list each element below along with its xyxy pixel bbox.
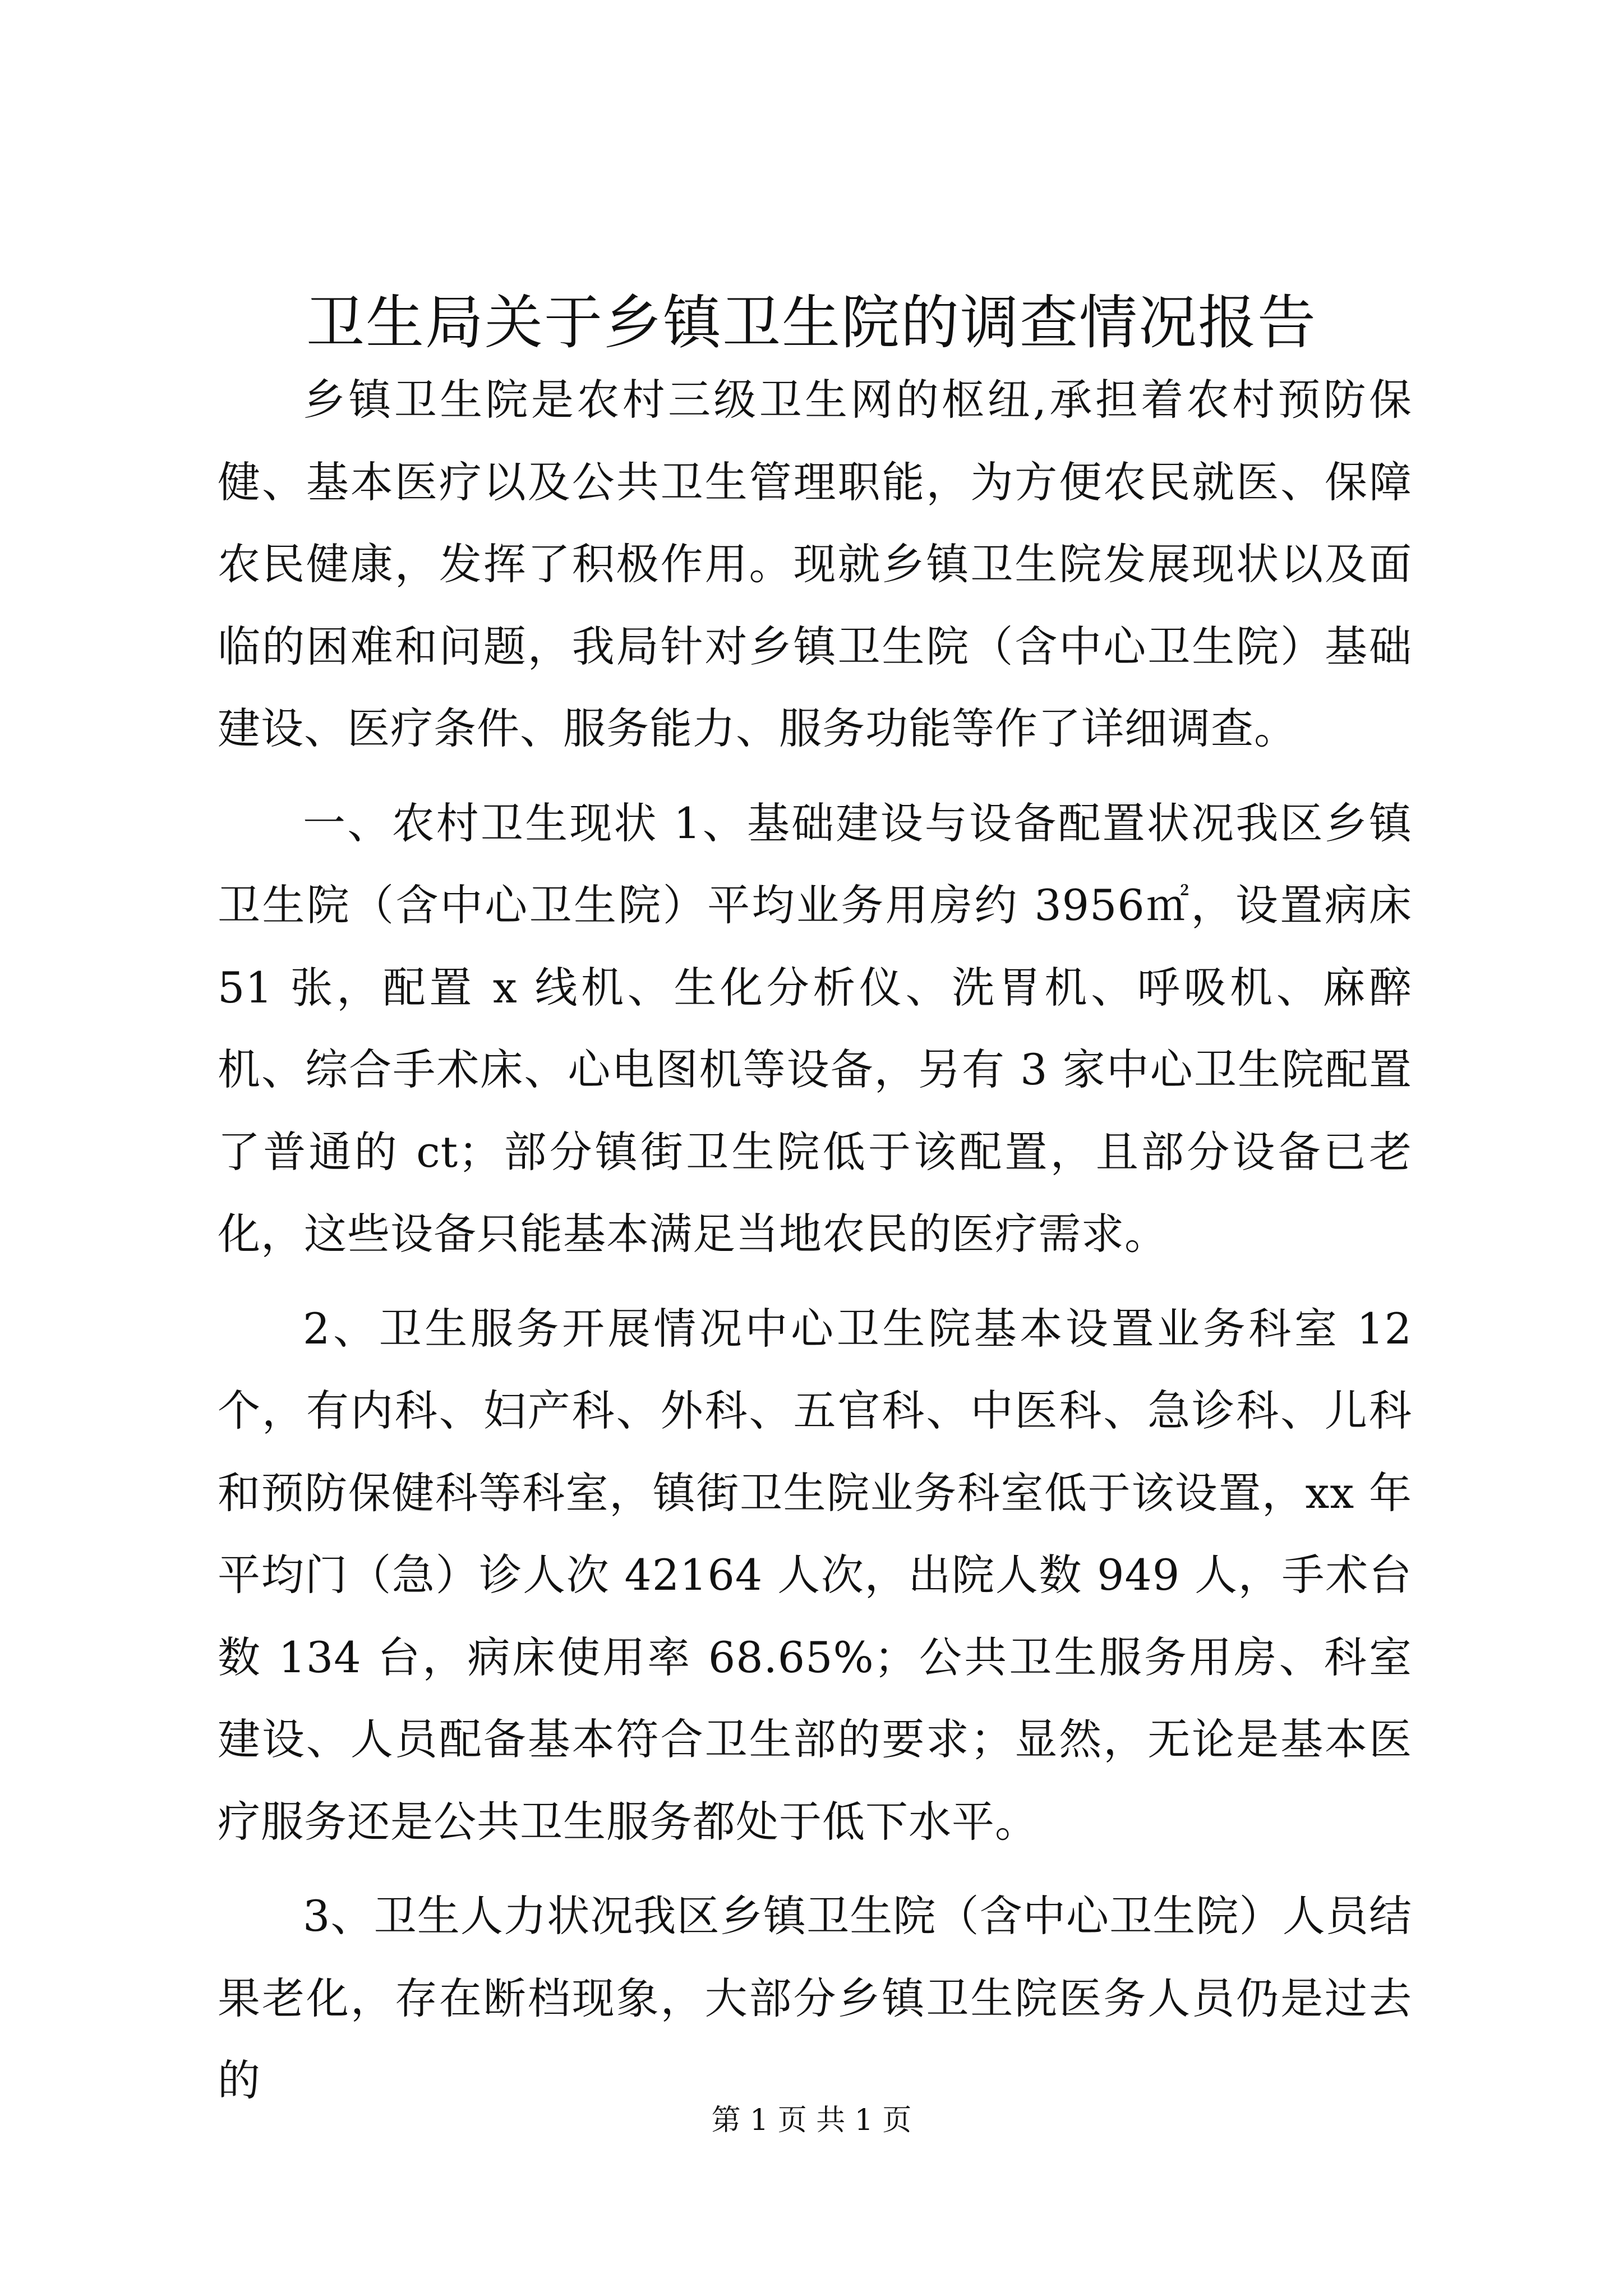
document-title: 卫生局关于乡镇卫生院的调查情况报告 xyxy=(306,288,1317,357)
document-body xyxy=(218,359,1412,2122)
paragraph-section-1: 一、农村卫生现状 1、基础建设与设备配置状况我区乡镇卫生院（含中心卫生院）平均业务用房约 3956㎡，设置病床 51 张，配置 x 线机、生化分析仪、洗胃机、呼吸机、麻醉机、综合手术床、心电图机等设备，另有 3 家中心卫生院配置了普通的 ct；部分镇街卫生院低于该配置，且部分设备已老化，这些设备只能基本满足当地农民的医疗需求。 xyxy=(218,798,1412,1259)
paragraph-section-2: 2、卫生服务开展情况中心卫生院基本设置业务科室 12 个，有内科、妇产科、外科、五官科、中医科、急诊科、儿科和预防保健科等科室，镇街卫生院业务科室低于该设置，xx 年平均门（急）诊人次 42164 人次，出院人数 949 人，手术台数 134 台，病床使用率 68.65%；公共卫生服务用房、科室建设、人员配备基本符合卫生部的要求；显然，无论是基本医疗服务还是公共卫生服务都处于低下水平。 xyxy=(218,1303,1412,1847)
paragraph-intro: 乡镇卫生院是农村三级卫生网的枢纽,承担着农村预防保健、基本医疗以及公共卫生管理职能，为方便农民就医、保障农民健康，发挥了积极作用。现就乡镇卫生院发展现状以及面临的困难和问题，我局针对乡镇卫生院（含中心卫生院）基础建设、医疗条件、服务能力、服务功能等作了详细调查。 xyxy=(218,375,1412,753)
page-footer: 第 1 页 共 1 页 xyxy=(711,2104,912,2137)
paragraph-section-3: 3、卫生人力状况我区乡镇卫生院（含中心卫生院）人员结果老化，存在断档现象，大部分乡镇卫生院医务人员仍是过去的 xyxy=(218,1891,1412,2105)
